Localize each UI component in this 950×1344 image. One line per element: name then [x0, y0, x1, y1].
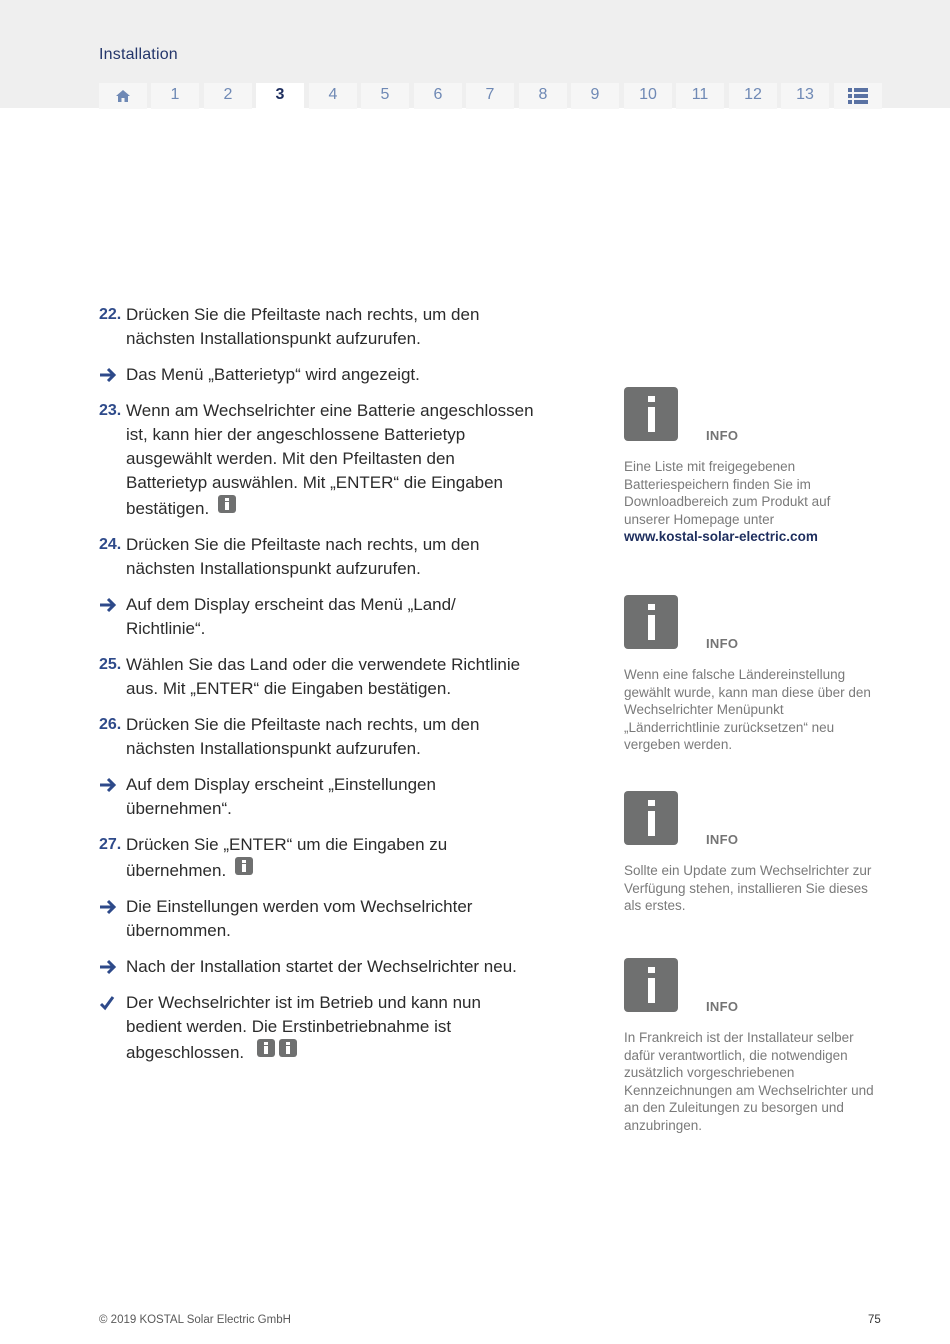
step-24 [99, 533, 539, 581]
info-label: INFO [706, 999, 739, 1014]
step-text: Wenn am Wechselrichter eine Batterie angeschlossen ist, kann hier der angeschlossene Batterietyp ausgewählt werden. Mit den Pfeiltasten den Batterietyp auswählen. Mit „ENTER“ die Eingaben bestätigen. [126, 401, 534, 518]
tab-6[interactable]: 6 [414, 83, 462, 109]
tab-8[interactable]: 8 [519, 83, 567, 109]
step-text: Drücken Sie die Pfeiltaste nach rechts, um den nächsten Installationspunkt aufzurufen. [126, 535, 480, 578]
section-title: Installation [99, 46, 178, 63]
step-text: Die Einstellungen werden vom Wechselrichter übernommen. [126, 897, 473, 940]
result-einstellungen [99, 773, 539, 821]
result-batterietyp [99, 363, 539, 387]
info-body: Eine Liste mit freigegebenen Batteriespeichern finden Sie im Downloadbereich zum Produkt auf unserer Homepage unter [624, 459, 831, 527]
page-number: 75 [868, 1314, 881, 1326]
step-26 [99, 713, 539, 761]
arrow-right-icon [99, 959, 117, 975]
result-uebernommen [99, 895, 539, 943]
info-ref-icon[interactable] [257, 1039, 275, 1057]
step-text: Das Menü „Batterietyp“ wird angezeigt. [126, 365, 420, 384]
info-text: Sollte ein Update zum Wechselrichter zur Verfügung stehen, installieren Sie dieses als erstes. [624, 863, 872, 914]
arrow-right-icon [99, 899, 117, 915]
step-text: Drücken Sie die Pfeiltaste nach rechts, um den nächsten Installationspunkt aufzurufen. [126, 305, 480, 348]
list-icon [847, 83, 869, 107]
footer-copyright: © 2019 KOSTAL Solar Electric GmbH [99, 1314, 291, 1326]
step-22 [99, 303, 539, 351]
step-number: 22. [99, 306, 122, 323]
info-label: INFO [706, 428, 739, 443]
step-number: 24. [99, 536, 122, 553]
tab-10[interactable]: 10 [624, 83, 672, 109]
tab-4[interactable]: 4 [309, 83, 357, 109]
tab-3[interactable]: 3 [256, 83, 304, 109]
tab-11[interactable]: 11 [676, 83, 724, 109]
info-icon [624, 595, 678, 649]
step-text: Der Wechselrichter ist im Betrieb und kann nun bedient werden. Die Erstinbetriebnahme ist abgeschlossen. [126, 993, 481, 1062]
tab-2[interactable]: 2 [204, 83, 252, 109]
step-number: 25. [99, 656, 122, 673]
step-text: Auf dem Display erscheint das Menü „Land/ Richtlinie“. [126, 595, 456, 638]
tab-contents[interactable] [834, 83, 882, 109]
step-23 [99, 399, 539, 521]
tab-12[interactable]: 12 [729, 83, 777, 109]
step-text: Wählen Sie das Land oder die verwendete Richtlinie aus. Mit „ENTER“ die Eingaben bestätigen. [126, 655, 521, 698]
tab-1[interactable]: 1 [151, 83, 199, 109]
result-land-richtlinie [99, 593, 539, 641]
step-number: 27. [99, 836, 122, 853]
arrow-right-icon [99, 367, 117, 383]
step-number: 26. [99, 716, 122, 733]
tab-7[interactable]: 7 [466, 83, 514, 109]
arrow-right-icon [99, 777, 117, 793]
tab-13[interactable]: 13 [781, 83, 829, 109]
info-ref-icon[interactable] [218, 495, 236, 513]
tab-9[interactable]: 9 [571, 83, 619, 109]
step-25 [99, 653, 539, 701]
tab-5[interactable]: 5 [361, 83, 409, 109]
info-label: INFO [706, 832, 739, 847]
info-icon [624, 791, 678, 845]
info-icon [624, 387, 678, 441]
checkmark-icon [99, 995, 115, 1011]
instruction-steps [99, 303, 539, 1077]
info-label: INFO [706, 636, 739, 651]
info-text: In Frankreich ist der Installateur selber dafür verantwortlich, die notwendigen zusätzlich vorgeschriebenen Kennzeichnungen am Wechselrichter und an den Zuleitungen zu besorgen und anzubringen. [624, 1030, 874, 1133]
info-ref-icon[interactable] [279, 1039, 297, 1057]
info-text: Wenn eine falsche Ländereinstellung gewählt wurde, kann man diese über den Wechselrichter Menüpunkt „Länderrichtlinie zurücksetzen“ neu vergeben werden. [624, 667, 871, 753]
info-text [624, 458, 874, 546]
step-text: Drücken Sie „ENTER“ um die Eingaben zu übernehmen. [126, 835, 448, 880]
step-text: Drücken Sie die Pfeiltaste nach rechts, um den nächsten Installationspunkt aufzurufen. [126, 715, 480, 758]
info-ref-icon[interactable] [235, 857, 253, 875]
arrow-right-icon [99, 597, 117, 613]
step-number: 23. [99, 402, 122, 419]
step-text: Nach der Installation startet der Wechselrichter neu. [126, 957, 517, 976]
step-text: Auf dem Display erscheint „Einstellungen übernehmen“. [126, 775, 436, 818]
info-icon [624, 958, 678, 1012]
step-27 [99, 833, 539, 883]
info-link[interactable]: www.kostal-solar-electric.com [624, 529, 818, 545]
tab-home[interactable] [99, 83, 147, 109]
step-done [99, 991, 539, 1065]
home-icon [115, 83, 131, 107]
result-neustart [99, 955, 539, 979]
